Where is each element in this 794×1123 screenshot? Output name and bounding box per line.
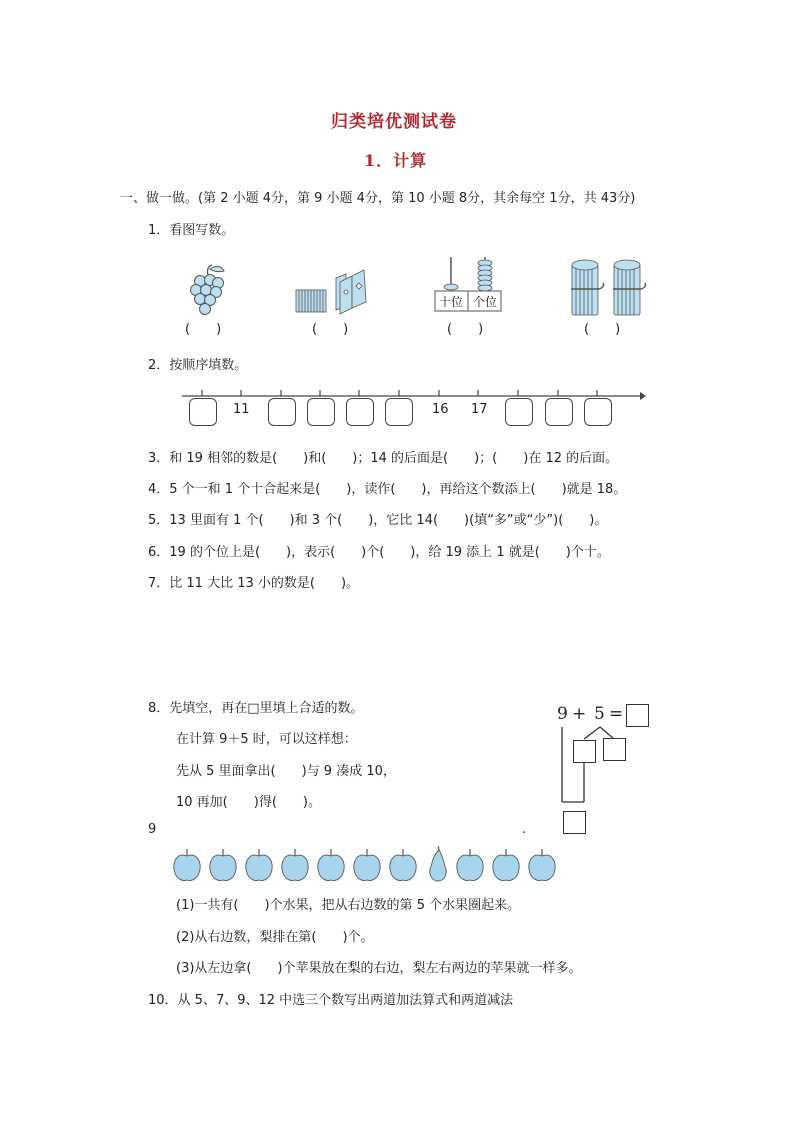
page-title: 归类培优测试卷	[331, 112, 457, 132]
apple-icon	[493, 849, 519, 881]
q1-answer-paren-2[interactable]: ( )	[312, 322, 349, 337]
apple-icon	[318, 849, 344, 881]
eq-equals: =	[609, 704, 624, 724]
number-line-box[interactable]	[545, 398, 573, 426]
q8-line1: 在计算 9＋5 时，可以这样想：	[176, 732, 357, 747]
q1-answer-paren-1[interactable]: ( )	[185, 322, 222, 337]
eq-nine: 9	[557, 704, 568, 724]
number-line-box[interactable]	[584, 398, 612, 426]
q7-text: 7．比 11 大比 13 小的数是( )。	[148, 576, 360, 591]
q9-number: 9	[148, 822, 157, 837]
books-icon	[294, 268, 374, 318]
section-heading: 一、做一做。(第 2 小题 4分，第 9 小题 4分，第 10 小题 8分，其余每空 1分，共 43分)	[120, 191, 636, 206]
number-line-label-17: 17	[471, 402, 488, 417]
apple-icon	[354, 849, 380, 881]
answer-box-split-right[interactable]	[603, 738, 626, 761]
grapes-icon	[186, 263, 230, 319]
answer-box-result[interactable]	[626, 704, 649, 727]
apple-icon	[246, 849, 272, 881]
eq-five: 5	[594, 704, 605, 724]
fruit-row	[172, 846, 564, 882]
q9-sub3: (3)从左边拿( )个苹果放在梨的右边，梨左右两边的苹果就一样多。	[176, 961, 582, 976]
section-title: 1．计算	[364, 151, 428, 170]
eq-plus: +	[572, 704, 587, 724]
apple-icon	[174, 849, 200, 881]
number-line-box[interactable]	[505, 398, 533, 426]
q10-text: 10．从 5、7、9、12 中选三个数写出两道加法算式和两道减法	[148, 993, 514, 1008]
pear-icon	[430, 846, 446, 881]
q8-label: 8．先填空，再在□里填上合适的数。	[148, 701, 364, 716]
split-diagram-lines	[556, 725, 626, 805]
apple-icon	[457, 849, 483, 881]
number-line-box[interactable]	[385, 398, 413, 426]
apple-icon	[210, 849, 236, 881]
number-line-label-16: 16	[432, 402, 449, 417]
q1-answer-paren-4[interactable]: ( )	[584, 322, 621, 337]
q9-sub2: (2)从右边数，梨排在第( )个。	[176, 930, 374, 945]
abacus-ones-label: 个位	[473, 295, 498, 309]
q8-line2: 先从 5 里面拿出( )与 9 凑成 10，	[176, 764, 396, 779]
number-line-box[interactable]	[268, 398, 296, 426]
number-line-box[interactable]	[189, 398, 217, 426]
q9-dot: .	[522, 822, 527, 837]
q1-answer-paren-3[interactable]: ( )	[447, 322, 484, 337]
number-line-box[interactable]	[307, 398, 335, 426]
number-line-label-11: 11	[233, 402, 250, 417]
q4-text: 4．5 个一和 1 个十合起来是( )，读作( )，再给这个数添上( )就是 18。	[148, 482, 627, 497]
apple-icon	[282, 849, 308, 881]
q9-sub1: (1)一共有( )个水果，把从右边数的第 5 个水果圈起来。	[176, 898, 521, 913]
apple-icon	[390, 849, 416, 881]
q3-text: 3．和 19 相邻的数是( )和( )；14 的后面是( )；( )在 12 的后面。	[148, 451, 619, 466]
apple-icon	[529, 849, 555, 881]
answer-box-sum[interactable]	[563, 811, 586, 834]
q1-label: 1．看图写数。	[148, 223, 235, 238]
q5-text: 5．13 里面有 1 个( )和 3 个( )，它比 14( )(填“多”或“少”)( )。	[148, 513, 608, 528]
stick-bundles-icon	[566, 259, 654, 319]
q6-text: 6．19 的个位上是( )，表示( )个( )，给 19 添上 1 就是( )个十。	[148, 545, 610, 560]
q2-label: 2．按顺序填数。	[148, 358, 248, 373]
abacus-tens-label: 十位	[439, 295, 464, 309]
q8-line3: 10 再加( )得( )。	[176, 795, 321, 810]
number-line-box[interactable]	[346, 398, 374, 426]
answer-box-split-left[interactable]	[573, 740, 596, 763]
